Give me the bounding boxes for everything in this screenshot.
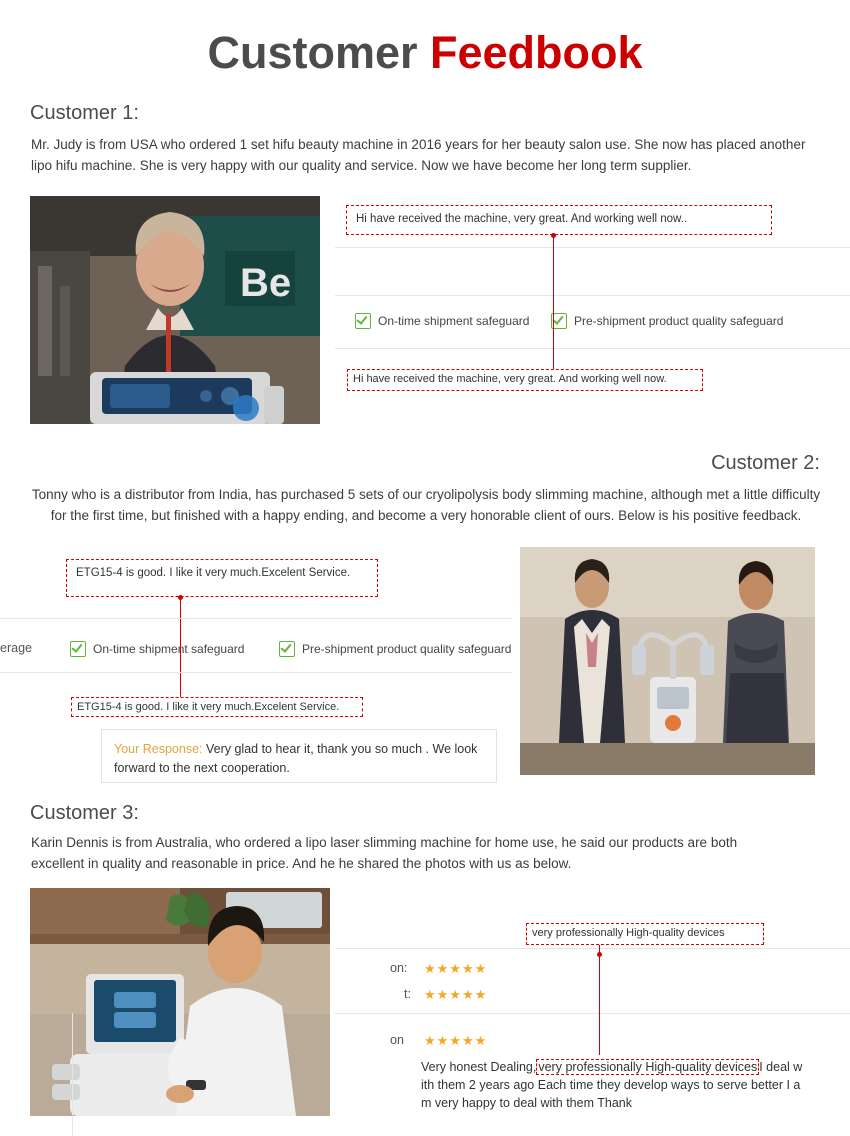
safeguard-on-time-shipment: [355, 313, 529, 329]
review-text-highlight: very professionally High-quality devices: [538, 1060, 758, 1074]
customer-2-callout-bottom: ETG15-4 is good. I like it very much.Excelent Service.: [71, 697, 363, 717]
customer-1-photo-image: [30, 196, 320, 424]
safeguard-label: On-time shipment safeguard: [93, 642, 245, 656]
customer-1-callout-bottom: Hi have received the machine, very great. And working well now.: [347, 369, 703, 391]
divider-line: [335, 247, 850, 248]
page-title: [0, 0, 850, 78]
customer-2-heading: Customer 2:: [711, 452, 820, 474]
review-text-part-1: Very honest Dealing,: [421, 1060, 537, 1074]
customer-1-paragraph: Mr. Judy is from USA who ordered 1 set hifu beauty machine in 2016 years for her beauty salon use. She now has placed another lipo hifu machine. She is very happy with our quality and service. Now we have become her long term supplier.: [31, 137, 806, 173]
divider-line: [0, 672, 512, 673]
review-text-line-3: m very happy to deal with them Thank: [421, 1096, 632, 1111]
svg-text:Be: Be: [240, 261, 292, 305]
review-field-label-2: t:: [404, 987, 411, 1001]
customer-2-photo-image: [520, 547, 815, 775]
divider-line: [0, 618, 512, 619]
check-icon: [355, 313, 371, 329]
response-label: Your Response:: [114, 742, 203, 756]
customer-2-partial-label: erage: [0, 641, 32, 655]
safeguard-pre-shipment-quality: [551, 313, 783, 329]
customer-2-response-box: [101, 729, 497, 783]
customer-1-callout-top: Hi have received the machine, very great. And working well now..: [346, 205, 772, 235]
safeguard-on-time-shipment: [70, 641, 244, 657]
divider-line: [335, 948, 850, 949]
callout-connector-line: [553, 235, 554, 375]
check-icon: [279, 641, 295, 657]
safeguard-label: Pre-shipment product quality safeguard: [302, 642, 512, 656]
callout-connector-line: [599, 945, 600, 1055]
review-text-part-2: I deal w: [759, 1060, 803, 1074]
page-title-word-2: Feedbook: [430, 27, 643, 78]
callout-connector-dot: [551, 233, 556, 238]
customer-3-paragraph: Karin Dennis is from Australia, who ordered a lipo laser slimming machine for home use, he said our products are both excellent in quality and reasonable in price. And he he shared the photos with us as below.: [31, 835, 738, 871]
review-field-label-1: on:: [390, 961, 408, 975]
safeguard-pre-shipment-quality: [279, 641, 511, 657]
divider-line: [72, 1013, 73, 1136]
divider-line: [335, 348, 850, 349]
star-rating-1: ★★★★★: [424, 961, 488, 976]
customer-1-photo: [30, 196, 320, 424]
customer-1-heading: Customer 1:: [30, 102, 139, 124]
callout-connector-dot: [178, 595, 183, 600]
customer-3-heading: Customer 3:: [30, 802, 139, 824]
customer-2-paragraph: Tonny who is a distributor from India, has purchased 5 sets of our cryolipolysis body slimming machine, although met a little difficulty for the first time, but finished with a happy ending, and become a very honorable client of ours. Below is his positive feedback.: [31, 487, 821, 523]
customer-3-review-text: [421, 1058, 850, 1112]
safeguard-label: On-time shipment safeguard: [378, 314, 530, 328]
star-rating-3: ★★★★★: [424, 1033, 488, 1048]
review-field-label-3: on: [390, 1033, 404, 1047]
customer-3-photo-image: [30, 888, 330, 1116]
page-title-word-1: Customer: [207, 27, 430, 78]
callout-connector-dot: [597, 952, 602, 957]
response-text: Very glad to hear it, thank you so much . We look forward to the next cooperation.: [114, 742, 478, 775]
customer-3-photo: [30, 888, 330, 1116]
safeguard-label: Pre-shipment product quality safeguard: [574, 314, 784, 328]
customer-2-callout-top: ETG15-4 is good. I like it very much.Excelent Service.: [66, 559, 378, 597]
customer-3-callout-top: very professionally High-quality devices: [526, 923, 764, 945]
divider-line: [335, 295, 850, 296]
check-icon: [70, 641, 86, 657]
customer-2-photo: [520, 547, 815, 775]
star-rating-2: ★★★★★: [424, 987, 488, 1002]
review-text-line-2: ith them 2 years ago Each time they develop ways to serve better I a: [421, 1078, 801, 1093]
divider-line: [335, 1013, 850, 1014]
